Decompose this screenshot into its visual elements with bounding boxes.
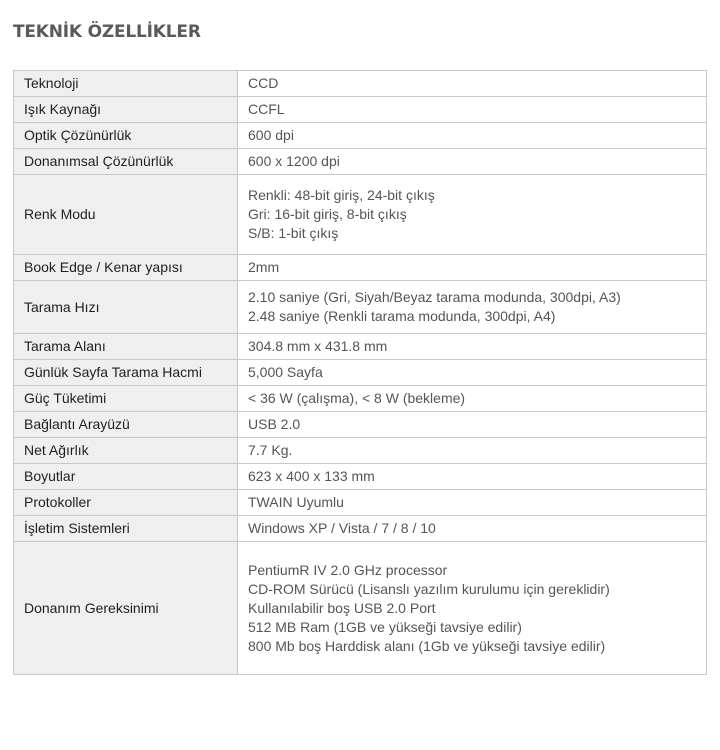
spec-value-line: 512 MB Ram (1GB ve yükseği tavsiye edilir) xyxy=(248,618,522,635)
spec-label: Işık Kaynağı xyxy=(14,97,238,123)
spec-value xyxy=(238,490,707,516)
spec-row-isletim-sistemleri xyxy=(14,516,707,542)
spec-value xyxy=(238,149,707,175)
spec-row-renk-modu xyxy=(14,175,707,255)
spec-value-line: 5,000 Sayfa xyxy=(248,364,323,380)
spec-row-tarama-hizi xyxy=(14,281,707,334)
spec-label: Donanımsal Çözünürlük xyxy=(14,149,238,175)
spec-value-line: Kullanılabilir boş USB 2.0 Port xyxy=(248,599,436,616)
spec-row-optik-cozunurluk xyxy=(14,123,707,149)
spec-label: Book Edge / Kenar yapısı xyxy=(14,255,238,281)
spec-value-line: 600 dpi xyxy=(248,127,294,143)
spec-label: İşletim Sistemleri xyxy=(14,516,238,542)
spec-value xyxy=(238,360,707,386)
spec-value xyxy=(238,412,707,438)
spec-value-line: 2.10 saniye (Gri, Siyah/Beyaz tarama modunda, 300dpi, A3) xyxy=(248,289,621,305)
spec-label: Güç Tüketimi xyxy=(14,386,238,412)
spec-value-line: PentiumR IV 2.0 GHz processor xyxy=(248,561,448,578)
spec-row-tarama-alani xyxy=(14,334,707,360)
spec-value-line: 623 x 400 x 133 mm xyxy=(248,468,375,484)
spec-table-body xyxy=(14,71,707,675)
page-title: TEKNİK ÖZELLİKLER xyxy=(13,22,201,42)
spec-value-line: USB 2.0 xyxy=(248,416,301,432)
spec-value-line: CCD xyxy=(248,75,279,91)
spec-row-donanim-gereksinimi xyxy=(14,542,707,675)
spec-value xyxy=(238,71,707,97)
spec-label: Protokoller xyxy=(14,490,238,516)
spec-value-line: 2.48 saniye (Renkli tarama modunda, 300dpi, A4) xyxy=(248,308,556,324)
spec-value xyxy=(238,281,707,334)
spec-label: Donanım Gereksinimi xyxy=(14,542,238,675)
spec-table xyxy=(13,70,707,675)
spec-value xyxy=(238,175,707,255)
spec-value-line: Renkli: 48-bit giriş, 24-bit çıkış xyxy=(248,187,435,203)
spec-value xyxy=(238,255,707,281)
spec-row-baglanti-arayuzu xyxy=(14,412,707,438)
spec-label: Tarama Hızı xyxy=(14,281,238,334)
spec-value-line: 800 Mb boş Harddisk alanı (1Gb ve yükseği tavsiye edilir) xyxy=(248,637,606,654)
spec-value-line: 304.8 mm x 431.8 mm xyxy=(248,338,388,354)
spec-row-protokoller xyxy=(14,490,707,516)
spec-label: Net Ağırlık xyxy=(14,438,238,464)
spec-row-donanimsal-cozunurluk xyxy=(14,149,707,175)
spec-value-line: 600 x 1200 dpi xyxy=(248,153,340,169)
spec-label: Tarama Alanı xyxy=(14,334,238,360)
spec-value xyxy=(238,123,707,149)
spec-value xyxy=(238,464,707,490)
spec-value-line: S/B: 1-bit çıkış xyxy=(248,225,339,241)
spec-value xyxy=(238,438,707,464)
spec-value-line: Windows XP / Vista / 7 / 8 / 10 xyxy=(248,520,436,536)
spec-value xyxy=(238,516,707,542)
spec-label: Teknoloji xyxy=(14,71,238,97)
spec-value-line: 7.7 Kg. xyxy=(248,442,293,458)
spec-value-line: < 36 W (çalışma), < 8 W (bekleme) xyxy=(248,390,466,406)
spec-value xyxy=(238,386,707,412)
spec-label: Boyutlar xyxy=(14,464,238,490)
spec-row-boyutlar xyxy=(14,464,707,490)
spec-label: Günlük Sayfa Tarama Hacmi xyxy=(14,360,238,386)
spec-row-net-agirlik xyxy=(14,438,707,464)
spec-label: Optik Çözünürlük xyxy=(14,123,238,149)
spec-row-gunluk-sayfa xyxy=(14,360,707,386)
spec-label: Renk Modu xyxy=(14,175,238,255)
spec-value xyxy=(238,334,707,360)
spec-label: Bağlantı Arayüzü xyxy=(14,412,238,438)
spec-row-isik-kaynagi xyxy=(14,97,707,123)
spec-row-guc-tuketimi xyxy=(14,386,707,412)
spec-value-line: CD-ROM Sürücü (Lisanslı yazılım kurulumu için gereklidir) xyxy=(248,580,610,597)
spec-value xyxy=(238,542,707,675)
spec-value xyxy=(238,97,707,123)
spec-value-line: 2mm xyxy=(248,259,280,275)
spec-row-book-edge xyxy=(14,255,707,281)
spec-value-line: TWAIN Uyumlu xyxy=(248,494,344,510)
spec-row-teknoloji xyxy=(14,71,707,97)
spec-value-line: Gri: 16-bit giriş, 8-bit çıkış xyxy=(248,206,407,222)
spec-value-line: CCFL xyxy=(248,101,285,117)
